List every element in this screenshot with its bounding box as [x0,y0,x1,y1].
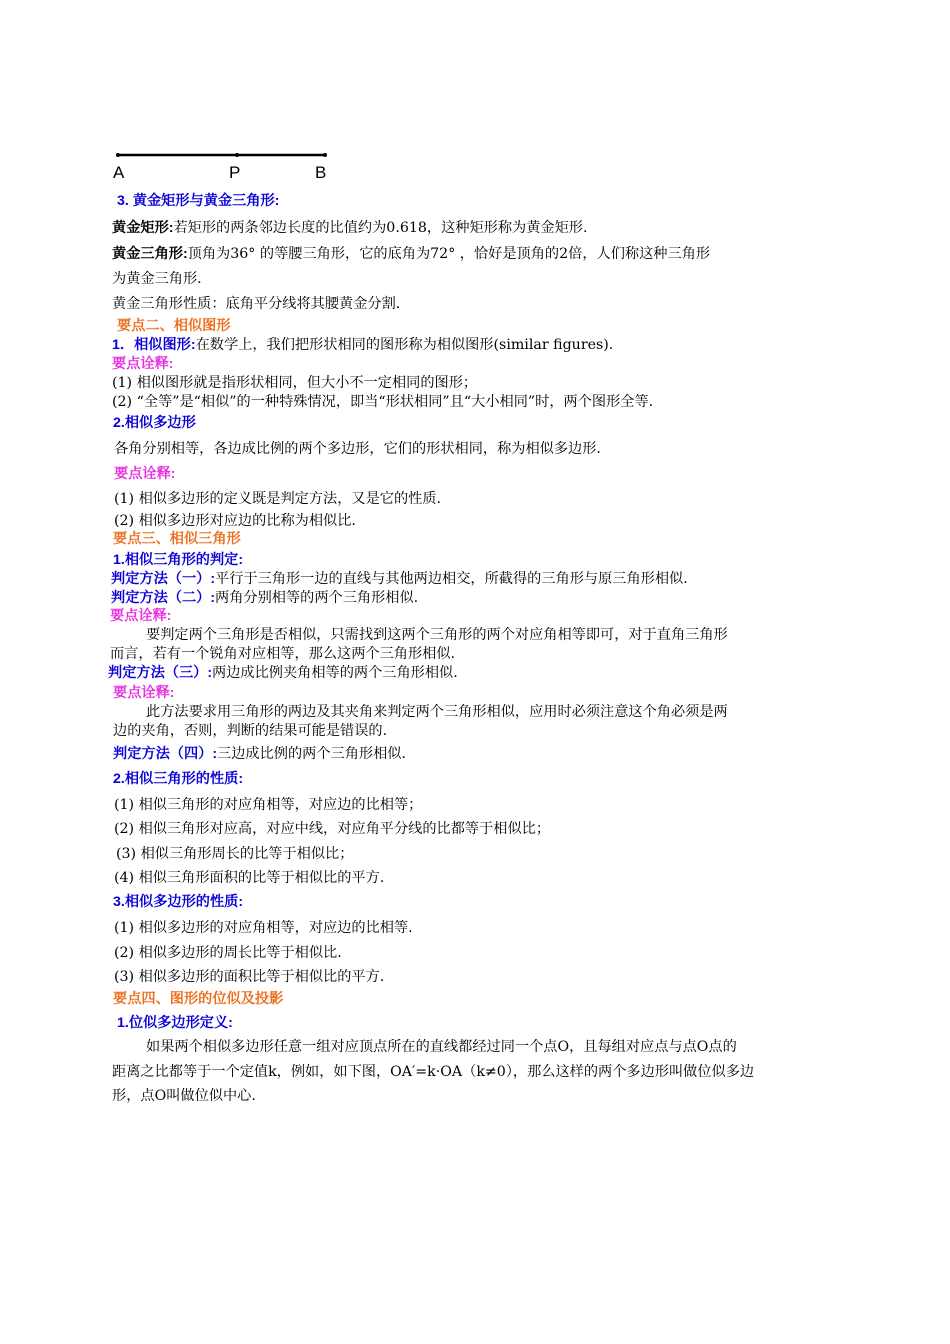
section3-method1-term: 判定方法（一）: [111,571,216,587]
section3-method3-line [108,664,458,682]
section3-poly-1: (1) 相似多边形的对应角相等，对应边的比相等. [114,920,413,936]
section2-note2-label: 要点诠释: [114,466,176,482]
section3-note3-label: 要点诠释: [113,685,175,701]
point-a [116,153,120,157]
section3-method1-text: 平行于三角形一边的直线与其他两边相交，所截得的三角形与原三角形相似. [215,571,688,587]
section3-item2-term: 2.相似三角形的性质: [113,771,244,787]
section4-item1-term: 1.位似多边形定义: [117,1015,233,1031]
golden-rect-text: 若矩形的两条邻边长度的比值约为0.618，这种矩形称为黄金矩形. [173,220,588,236]
segment-diagram [110,140,350,182]
section2-item2-term: 2.相似多边形 [113,415,196,431]
section3-prop-3: (3) 相似三角形周长的比等于相似比； [116,846,354,862]
section3-method4-line [113,745,406,763]
section3-method2-term: 判定方法（二）: [111,590,216,606]
label-p: P [229,163,241,182]
section3-prop-4: (4) 相似三角形面积的比等于相似比的平方. [114,870,385,886]
section3-method3-term: 判定方法（三）: [108,665,213,681]
section3-item1-term: 1.相似三角形的判定: [113,552,244,568]
golden-tri-term: 黄金三角形: [112,246,188,262]
section3-note3-text-1: 此方法要求用三角形的两边及其夹角来判定两个三角形相似，应用时必须注意这个角必须是两 [146,704,728,720]
golden-tri-property: 黄金三角形性质：底角平分线将其腰黄金分割. [112,296,401,312]
golden-rect-line [112,219,588,237]
section2-item1-line [112,336,613,354]
section3-method4-text: 三边成比例的两个三角形相似. [217,746,406,762]
section4-def-text-1: 如果两个相似多边形任意一组对应顶点所在的直线都经过同一个点O，且每组对应点与点O点的 [146,1039,737,1055]
golden-heading: 3. 黄金矩形与黄金三角形: [117,193,280,209]
section4-def-text-3: 形，点O叫做位似中心. [112,1088,256,1104]
section3-method2-text: 两角分别相等的两个三角形相似. [215,590,419,606]
label-a: A [113,163,125,182]
section3-note-text-1: 要判定两个三角形是否相似，只需找到这两个三角形的两个对应角相等即可，对于直角三角形 [146,627,728,643]
section2-note2-1: (1) 相似多边形的定义既是判定方法，又是它的性质. [114,491,442,507]
section2-item1-term: 1．相似图形: [112,337,196,353]
section4-def-text-2: 距离之比都等于一个定值k，例如，如下图，OA′=k·OA（k≠0），那么这样的两个多边形叫做位似多边 [112,1064,755,1080]
section2-heading: 要点二、相似图形 [117,318,231,334]
section3-method3-text: 两边成比例夹角相等的两个三角形相似. [212,665,458,681]
section2-item1-text: 在数学上，我们把形状相同的图形称为相似图形(similar figures). [195,337,614,353]
golden-rect-term: 黄金矩形: [112,220,174,236]
point-b [323,153,327,157]
section2-note2-2: (2) 相似多边形对应边的比称为相似比. [114,513,356,529]
section3-note-text-2: 而言，若有一个锐角对应相等，那么这两个三角形相似. [110,646,456,662]
label-b: B [315,163,327,182]
golden-tri-line-1 [112,245,710,263]
section2-item2-text: 各角分别相等，各边成比例的两个多边形，它们的形状相同，称为相似多边形. [114,441,601,457]
section3-item3-term: 3.相似多边形的性质: [113,894,244,910]
section3-prop-2: (2) 相似三角形对应高，对应中线，对应角平分线的比都等于相似比； [114,821,551,837]
golden-tri-line-2: 为黄金三角形. [112,271,202,287]
point-p [235,153,239,157]
section3-method1-line [111,570,688,588]
section3-note-label: 要点诠释: [110,608,172,624]
section3-heading: 要点三、相似三角形 [113,531,241,547]
section2-note-1: (1) 相似图形就是指形状相同，但大小不一定相同的图形； [112,375,478,391]
section3-poly-3: (3) 相似多边形的面积比等于相似比的平方. [114,969,385,985]
section3-prop-1: (1) 相似三角形的对应角相等，对应边的比相等； [114,797,423,813]
section2-note-2: (2) “全等”是“相似”的一种特殊情况，即当“形状相同”且“大小相同”时，两个图形全等. [112,394,654,410]
section4-heading: 要点四、图形的位似及投影 [113,991,284,1007]
section3-note3-text-2: 边的夹角，否则，判断的结果可能是错误的. [113,723,388,739]
section2-note-label: 要点诠释: [112,356,174,372]
section3-method2-line [111,589,418,607]
section3-poly-2: (2) 相似多边形的周长比等于相似比. [114,945,342,961]
section3-method4-term: 判定方法（四）: [113,746,218,762]
golden-tri-text-1: 顶角为36° 的等腰三角形，它的底角为72° ，恰好是顶角的2倍，人们称这种三角形 [187,246,711,262]
